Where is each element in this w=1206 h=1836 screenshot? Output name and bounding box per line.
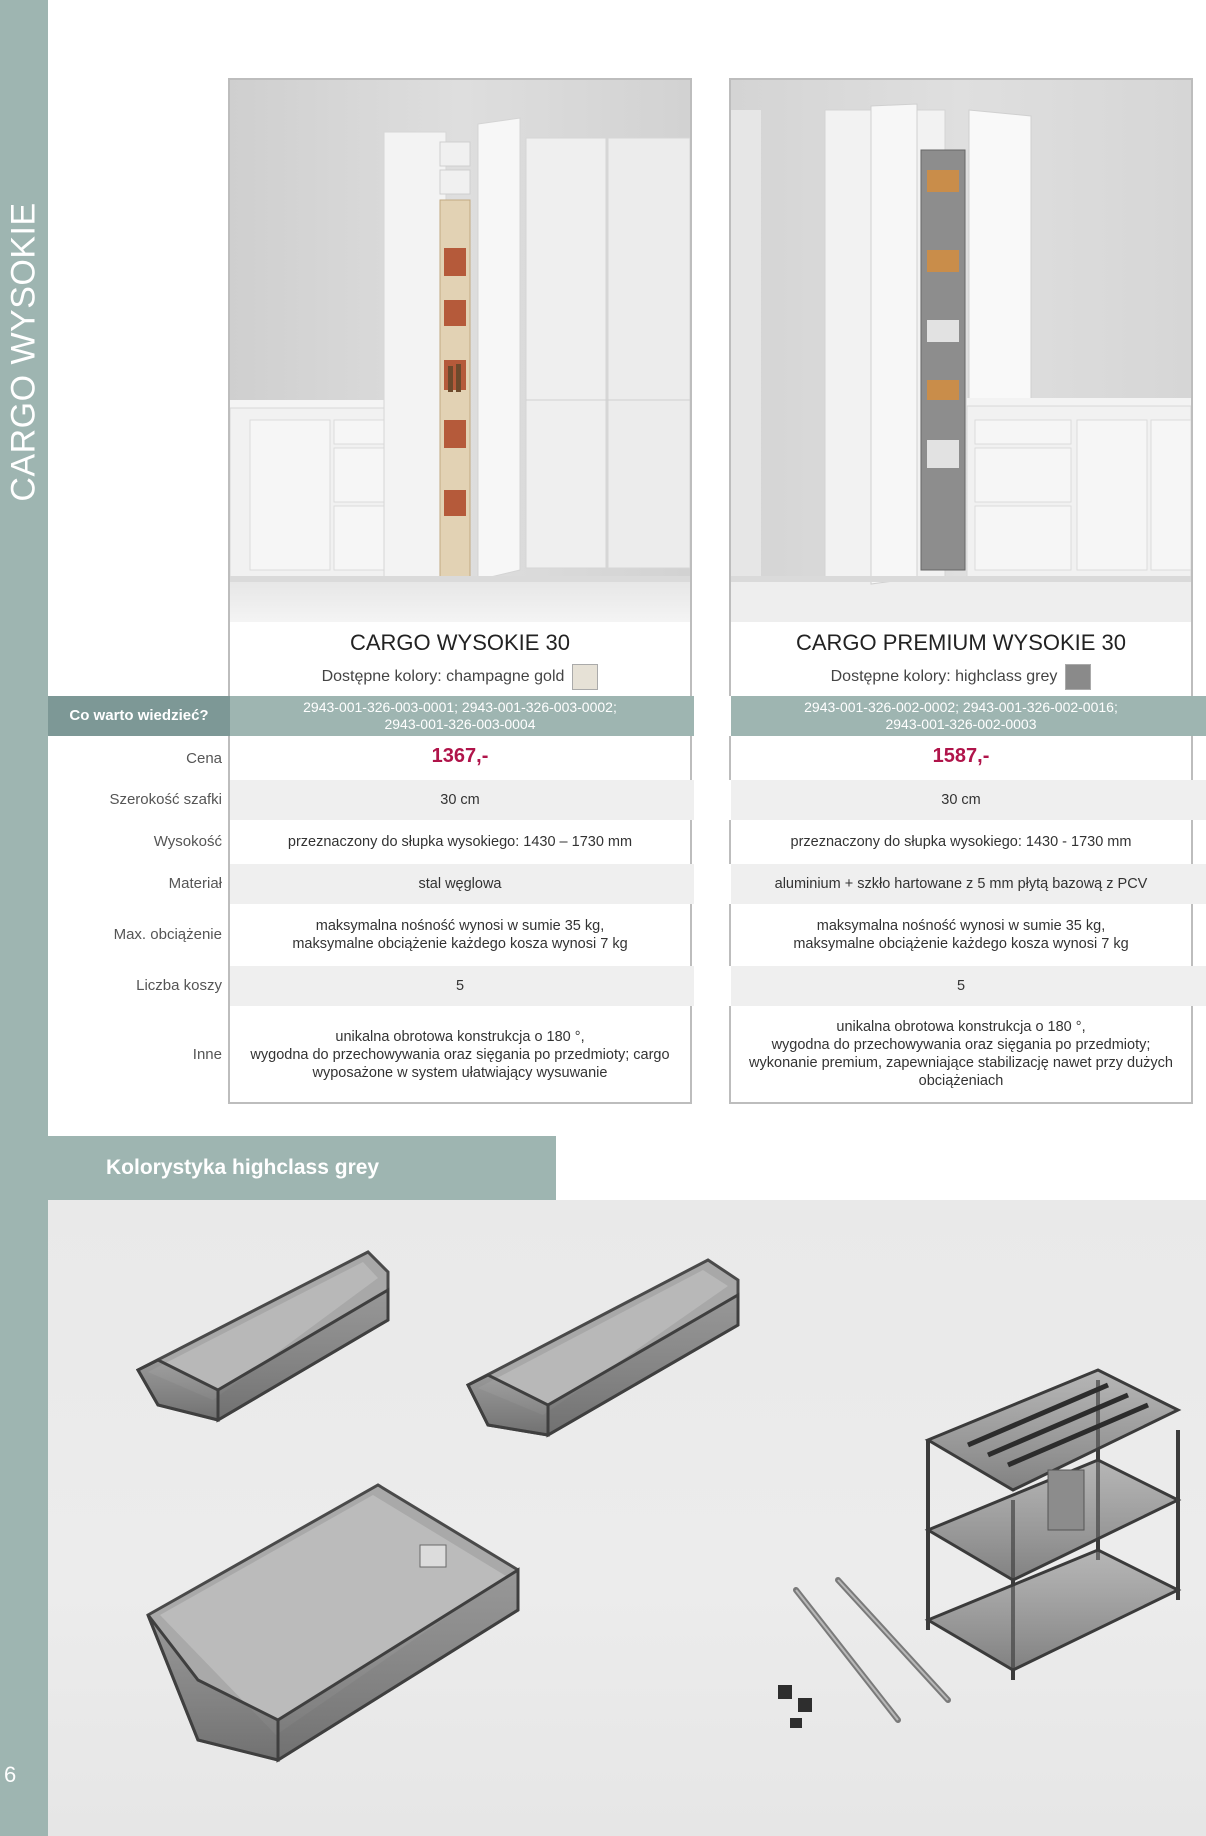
load-line: maksymalna nośność wynosi w sumie 35 kg, xyxy=(315,918,605,934)
load-label: Max. obciążenie xyxy=(113,926,222,943)
width-value: 30 cm xyxy=(941,792,981,808)
other-line: unikalna obrotowa konstrukcja o 180 °, xyxy=(836,1019,1086,1035)
load-line: maksymalna nośność wynosi w sumie 35 kg, xyxy=(816,918,1106,934)
codes-line: 2943-001-326-003-0001; 2943-001-326-003-0002; xyxy=(303,699,617,715)
product-title: CARGO PREMIUM WYSOKIE 30 xyxy=(795,630,1127,655)
codes-row xyxy=(48,696,1206,736)
material-value: aluminium + szkło hartowane z 5 mm płytą bazową z PCV xyxy=(774,876,1148,892)
product-codes xyxy=(230,699,690,733)
price-label: Cena xyxy=(186,750,222,767)
other-value xyxy=(731,1018,1191,1090)
other-value xyxy=(230,1028,690,1082)
baskets-label: Liczba koszy xyxy=(136,977,222,994)
other-row xyxy=(48,1008,1206,1102)
other-line: wykonanie premium, zapewniające stabilizację nawet przy dużych xyxy=(749,1055,1173,1071)
other-line: wygodna do przechowywania oraz sięgania po przedmioty; xyxy=(771,1037,1151,1053)
color-section-title: Kolorystyka highclass grey xyxy=(106,1156,380,1179)
sidebar xyxy=(0,0,48,1836)
load-line: maksymalne obciążenie każdego kosza wynosi 7 kg xyxy=(292,936,628,952)
other-line: wyposażone w system ułatwiający wysuwanie xyxy=(312,1065,608,1081)
width-label: Szerokość szafki xyxy=(109,791,222,808)
height-value: przeznaczony do słupka wysokiego: 1430 – 1730 mm xyxy=(287,834,633,850)
baskets-value: 5 xyxy=(455,978,465,994)
load-row xyxy=(48,906,1206,964)
height-label: Wysokość xyxy=(153,833,222,850)
material-value: stal węglowa xyxy=(418,876,502,892)
baskets-row xyxy=(48,966,1206,1006)
color-swatch xyxy=(1065,664,1091,690)
load-value xyxy=(230,917,690,953)
page-number: 6 xyxy=(4,1762,17,1787)
material-label: Materiał xyxy=(168,875,222,892)
divider xyxy=(694,696,731,736)
price-value: 1587,- xyxy=(932,745,990,767)
color-section-header xyxy=(48,1136,556,1200)
available-colors-text: Dostępne kolory: champagne gold xyxy=(321,668,565,686)
width-value: 30 cm xyxy=(440,792,480,808)
baskets-value: 5 xyxy=(956,978,966,994)
height-value: przeznaczony do słupka wysokiego: 1430 - 1730 mm xyxy=(790,834,1132,850)
color-swatch xyxy=(572,664,598,690)
codes-line: 2943-001-326-002-0003 xyxy=(885,716,1037,732)
other-line: wygodna do przechowywania oraz sięgania po przedmioty; cargo xyxy=(250,1047,670,1063)
kitchen-photo-icon xyxy=(731,80,1191,622)
other-line: obciążeniach xyxy=(918,1073,1004,1089)
product-title: CARGO WYSOKIE 30 xyxy=(349,630,571,655)
price-value: 1367,- xyxy=(431,745,489,767)
available-colors xyxy=(731,664,1191,690)
available-colors xyxy=(230,664,690,690)
product-codes xyxy=(731,699,1191,733)
material-row xyxy=(48,864,1206,904)
sidebar-title: CARGO WYSOKIE xyxy=(4,202,43,502)
other-label: Inne xyxy=(192,1046,222,1063)
codes-line: 2943-001-326-003-0004 xyxy=(384,716,536,732)
codes-label: Co warto wiedzieć? xyxy=(48,696,230,736)
baskets-photo-icon xyxy=(48,1200,1206,1836)
load-line: maksymalne obciążenie każdego kosza wynosi 7 kg xyxy=(793,936,1129,952)
width-row xyxy=(48,780,1206,820)
kitchen-photo-icon xyxy=(230,80,690,622)
available-colors-text: Dostępne kolory: highclass grey xyxy=(830,668,1058,686)
other-line: unikalna obrotowa konstrukcja o 180 °, xyxy=(335,1029,585,1045)
codes-line: 2943-001-326-002-0002; 2943-001-326-002-0016; xyxy=(804,699,1118,715)
price-row xyxy=(48,740,1206,778)
load-value xyxy=(731,917,1191,953)
height-row xyxy=(48,822,1206,862)
